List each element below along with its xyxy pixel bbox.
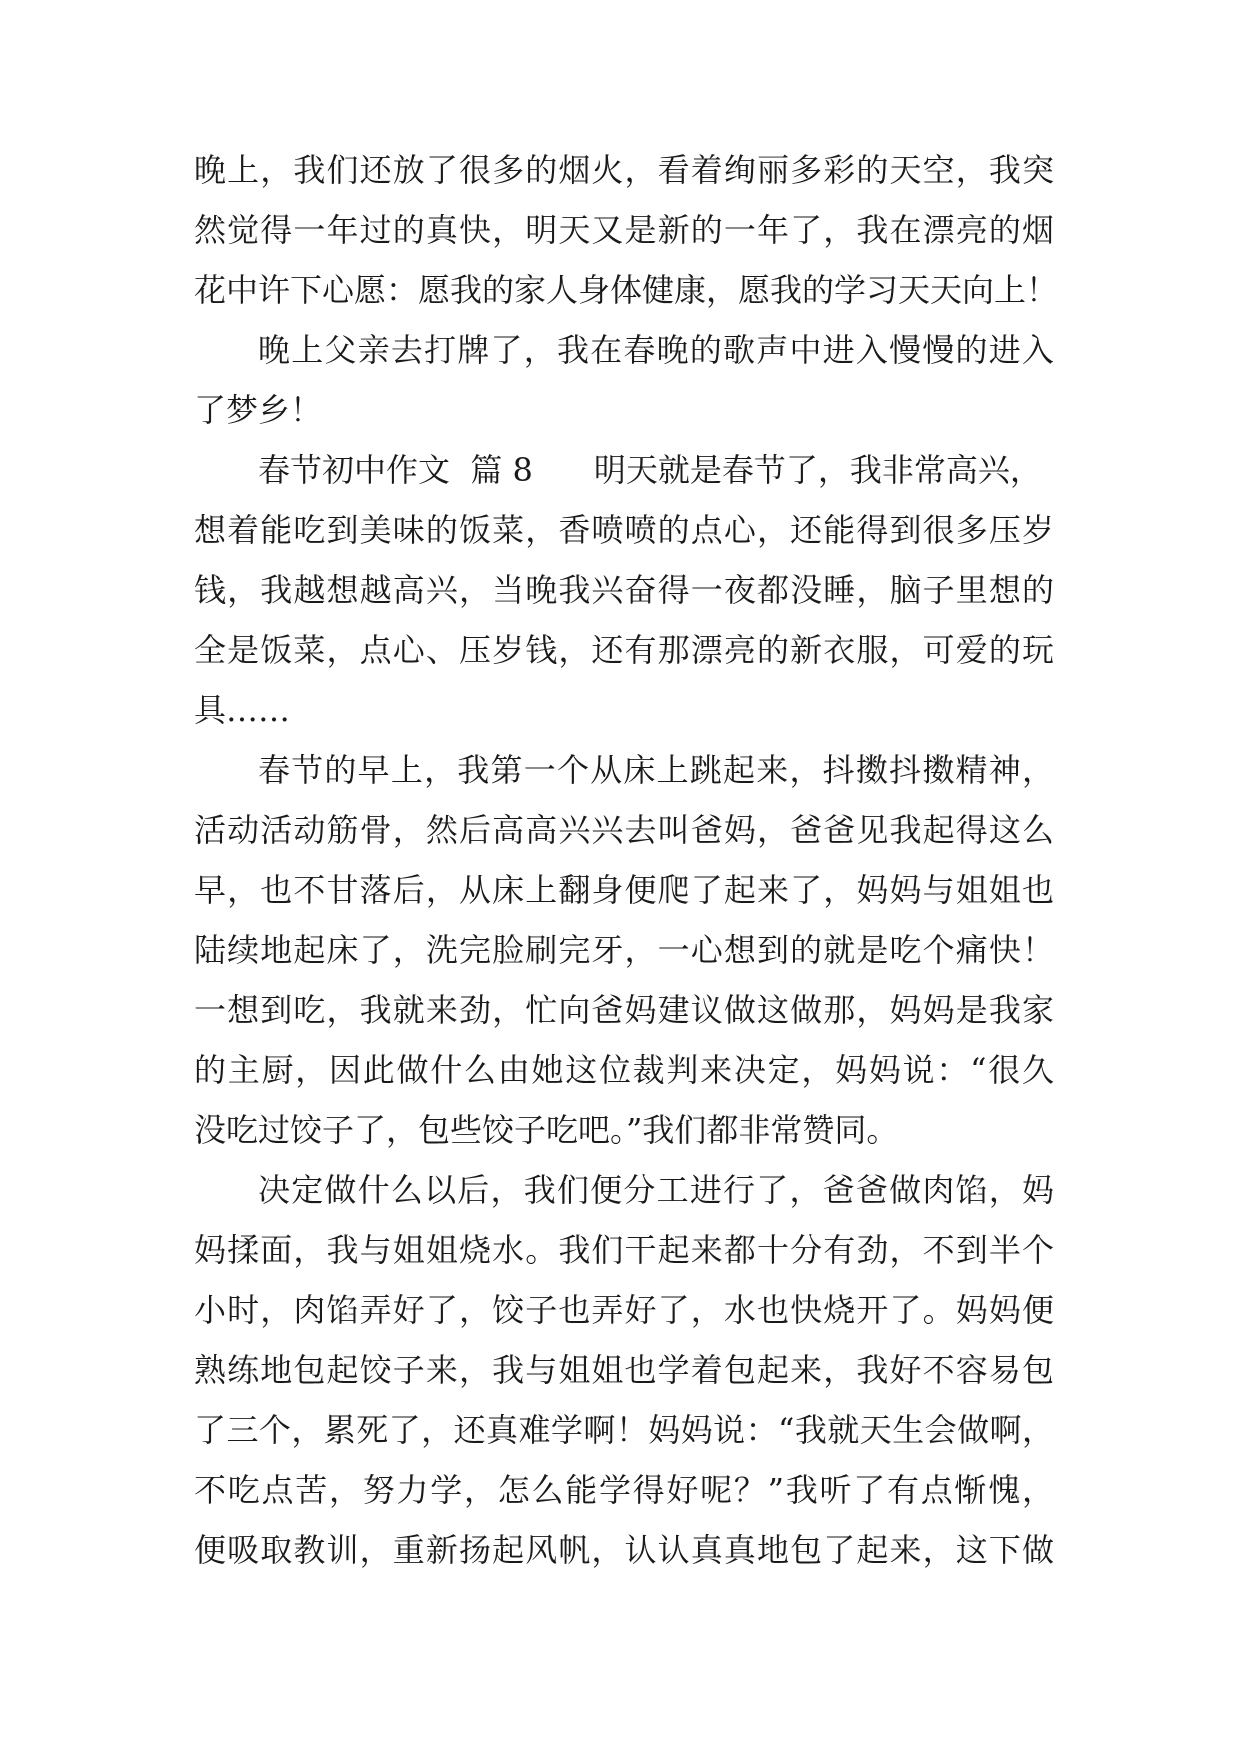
text-line: 钱，我越想越高兴，当晚我兴奋得一夜都没睡，脑子里想的 xyxy=(194,571,1054,609)
text-line: 全是饭菜，点心、压岁钱，还有那漂亮的新衣服，可爱的玩 xyxy=(194,631,1054,669)
text-line: 便吸取教训，重新扬起风帆，认认真真地包了起来，这下做 xyxy=(194,1531,1054,1569)
text-line: 陆续地起床了，洗完脸刷完牙，一心想到的就是吃个痛快！ xyxy=(194,931,1054,969)
text-line: 没吃过饺子了，包些饺子吃吧。”我们都非常赞同。 xyxy=(194,1111,899,1149)
text-line: 熟练地包起饺子来，我与姐姐也学着包起来，我好不容易包 xyxy=(194,1351,1054,1389)
text-line: 的主厨，因此做什么由她这位裁判来决定，妈妈说：“很久 xyxy=(194,1051,1054,1089)
text-line: 然觉得一年过的真快，明天又是新的一年了，我在漂亮的烟 xyxy=(194,211,1054,249)
text-line: 了梦乡！ xyxy=(194,391,323,429)
text-line: 春节的早上，我第一个从床上跳起来，抖擞抖擞精神， xyxy=(258,751,1054,789)
text-line: 想着能吃到美味的饭菜，香喷喷的点心，还能得到很多压岁 xyxy=(194,511,1054,549)
text-line: 具…… xyxy=(194,691,291,729)
text-line: 花中许下心愿：愿我的家人身体健康，愿我的学习天天向上！ xyxy=(194,271,1059,309)
text-line: 小时，肉馅弄好了，饺子也弄好了，水也快烧开了。妈妈便 xyxy=(194,1291,1054,1329)
text-line: 活动活动筋骨，然后高高兴兴去叫爸妈，爸爸见我起得这么 xyxy=(194,811,1054,849)
text-line: 不吃点苦，努力学，怎么能学得好呢？”我听了有点惭愧， xyxy=(194,1471,1054,1509)
section-heading-line: 春节初中作文 篇 8 明天就是春节了，我非常高兴， xyxy=(258,451,1042,489)
text-line: 一想到吃，我就来劲，忙向爸妈建议做这做那，妈妈是我家 xyxy=(194,991,1054,1029)
text-line: 妈揉面，我与姐姐烧水。我们干起来都十分有劲，不到半个 xyxy=(194,1231,1054,1269)
text-line: 决定做什么以后，我们便分工进行了，爸爸做肉馅，妈 xyxy=(258,1171,1054,1209)
text-line: 晚上父亲去打牌了，我在春晚的歌声中进入慢慢的进入 xyxy=(258,331,1054,369)
text-line: 早，也不甘落后，从床上翻身便爬了起来了，妈妈与姐姐也 xyxy=(194,871,1054,909)
text-line: 晚上，我们还放了很多的烟火，看着绚丽多彩的天空，我突 xyxy=(194,151,1054,189)
text-line: 了三个，累死了，还真难学啊！妈妈说：“我就天生会做啊， xyxy=(194,1411,1054,1449)
